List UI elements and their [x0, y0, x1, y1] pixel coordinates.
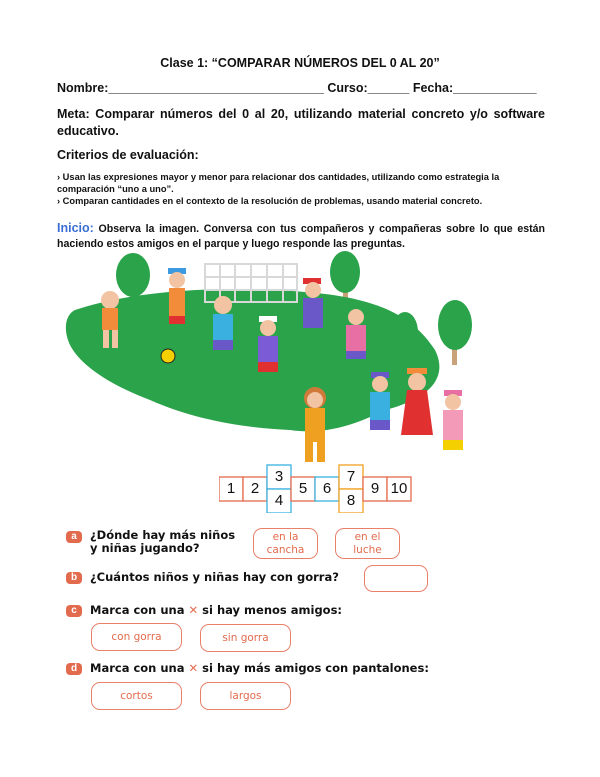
tree-icon: [438, 300, 472, 365]
hopscotch-number: 10: [390, 480, 408, 497]
hopscotch-number: 3: [274, 468, 284, 485]
hopscotch-board: [219, 463, 415, 518]
question-c-badge: c: [66, 605, 82, 617]
question-c-post: si hay menos amigos:: [198, 603, 343, 617]
hopscotch-number: 2: [250, 480, 260, 497]
option-label: luche: [353, 544, 382, 556]
criterio-item: › Usan las expresiones mayor y menor para relacionar dos cantidades, utilizando como estrategia la comparación “uno a uno”.: [57, 172, 500, 194]
option-con-gorra[interactable]: con gorra: [91, 623, 182, 651]
x-mark-icon: ✕: [188, 661, 199, 675]
hopscotch-number: 6: [322, 480, 332, 497]
option-en-el-luche[interactable]: [335, 528, 400, 559]
option-sin-gorra[interactable]: sin gorra: [200, 624, 291, 652]
option-label: cancha: [266, 544, 305, 556]
option-label: en la: [272, 531, 299, 543]
child-figure: [370, 372, 390, 430]
hopscotch-number: 8: [346, 492, 356, 509]
question-a-line2: y niñas jugando?: [90, 541, 200, 555]
question-c-text: [90, 604, 342, 617]
question-d-post: si hay más amigos con pantalones:: [198, 661, 429, 675]
child-figure: [443, 390, 463, 450]
option-largos[interactable]: largos: [200, 682, 291, 710]
question-b-text: ¿Cuántos niños y niñas hay con gorra?: [90, 570, 339, 584]
hopscotch-number: 4: [274, 492, 284, 509]
question-d-text: [90, 662, 429, 675]
answer-box-gorra-count[interactable]: [364, 565, 428, 592]
child-figure: [304, 387, 326, 462]
child-figure: [258, 316, 278, 372]
question-d-pre: Marca con una: [90, 661, 189, 675]
hopscotch-number: 7: [346, 468, 356, 485]
question-b-badge: b: [66, 572, 82, 584]
inicio-keyword: Inicio:: [57, 221, 94, 235]
question-d-badge: d: [66, 663, 82, 675]
inicio-paragraph: [57, 221, 545, 252]
page-title: Clase 1: “COMPARAR NÚMEROS DEL 0 AL 20”: [160, 56, 440, 70]
meta-statement: Meta: Comparar números del 0 al 20, utilizando material concreto y/o software educativo.: [57, 107, 545, 138]
criterio-item: › Comparan cantidades en el contexto de la resolución de problemas, usando material concreto.: [57, 196, 483, 206]
child-figure: [213, 296, 233, 350]
option-label: en el: [354, 531, 381, 543]
child-figure: [303, 278, 323, 328]
hopscotch-number: 5: [298, 480, 308, 497]
question-a-line1: ¿Dónde hay más niños: [90, 528, 236, 542]
criterios-heading: Criterios de evaluación:: [57, 148, 199, 162]
child-figure: [346, 309, 366, 359]
x-mark-icon: ✕: [188, 603, 199, 617]
question-c-pre: Marca con una: [90, 603, 189, 617]
hopscotch-number: 9: [370, 480, 380, 497]
question-a-badge: a: [66, 531, 82, 543]
question-a-text: [90, 529, 235, 555]
soccer-ball-icon: [161, 349, 175, 363]
child-figure: [168, 268, 186, 324]
option-cortos[interactable]: cortos: [91, 682, 182, 710]
hopscotch-number: 1: [226, 480, 236, 497]
inicio-text: Observa la imagen. Conversa con tus compañeros y compañeras sobre lo que están haciendo estos amigos en el parque y luego responde las preguntas.: [57, 223, 545, 250]
student-fields-line: Nombre:_______________________________ Curso:______ Fecha:____________: [57, 81, 537, 95]
option-en-la-cancha[interactable]: [253, 528, 318, 559]
